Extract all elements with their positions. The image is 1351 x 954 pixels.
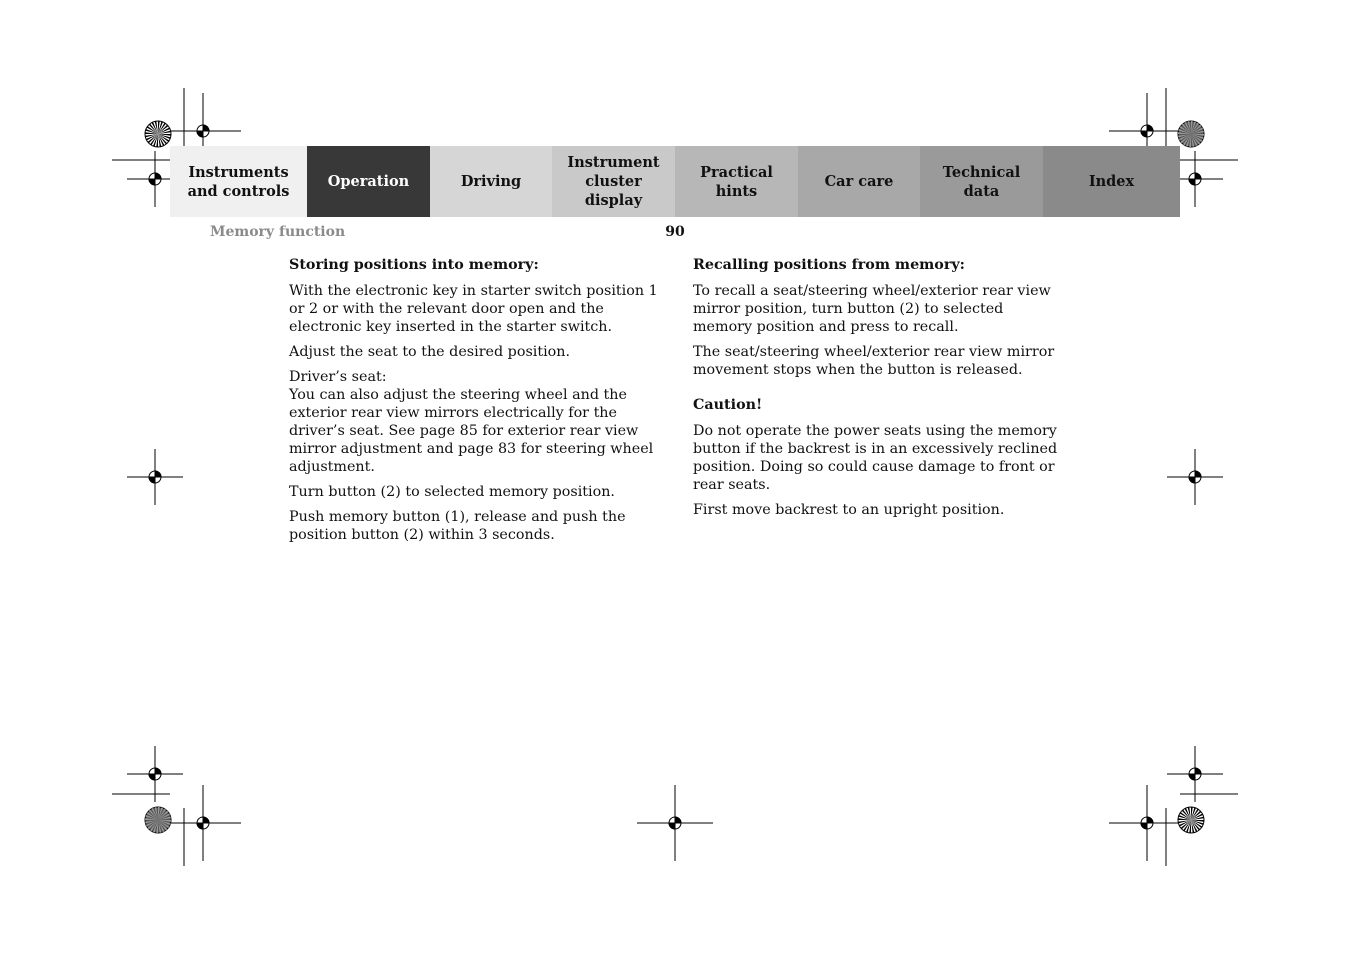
- tab-label: Driving: [460, 173, 522, 190]
- page-number: 90: [665, 224, 685, 240]
- crosshair-target-icon: [127, 449, 183, 505]
- recalling-heading: Recalling positions from memory:: [693, 257, 965, 273]
- star-target-icon: [1178, 807, 1204, 833]
- caution-heading: Caution!: [693, 397, 763, 413]
- paragraph: Driver’s seat: You can also adjust the steering wheel and the exterior rear view mirrors electrically for the driver’s seat. See page 85 for exterior rear view mirror adjustment and page 83 for steering wheel adjustment.: [289, 369, 654, 475]
- tab-1[interactable]: [307, 146, 430, 217]
- tab-label: Technical data: [942, 163, 1021, 200]
- tab-label: Instrument cluster display: [567, 154, 660, 209]
- star-target-icon: [145, 121, 171, 147]
- paragraph: Do not operate the power seats using the memory button if the backrest is in an excessively reclined position. Doing so could cause damage to front or rear seats.: [693, 423, 1058, 493]
- tab-5[interactable]: [798, 146, 920, 217]
- star-target-icon: [1178, 121, 1204, 147]
- crosshair-target-icon: [1109, 785, 1185, 861]
- crosshair-target-icon: [165, 785, 241, 861]
- paragraph: Push memory button (1), release and push the position button (2) within 3 seconds.: [289, 509, 626, 543]
- paragraph: With the electronic key in starter switch position 1 or 2 or with the relevant door open and the electronic key inserted in the starter switch.: [289, 283, 658, 335]
- tab-label: Index: [1088, 173, 1135, 190]
- section-title: Memory function: [210, 224, 346, 240]
- tab-0[interactable]: [170, 146, 307, 217]
- paragraph: Turn button (2) to selected memory position.: [289, 484, 615, 500]
- paragraph: First move backrest to an upright position.: [693, 502, 1005, 518]
- tab-7[interactable]: [1043, 146, 1180, 217]
- tab-2[interactable]: [430, 146, 552, 217]
- crosshair-target-icon: [637, 785, 713, 861]
- right-column: [693, 256, 1063, 526]
- paragraph: Adjust the seat to the desired position.: [289, 344, 571, 360]
- tab-label: Operation: [327, 173, 410, 190]
- crosshair-target-icon: [1167, 449, 1223, 505]
- tab-6[interactable]: [920, 146, 1043, 217]
- storing-heading: Storing positions into memory:: [289, 257, 539, 273]
- tab-label: Instruments and controls: [187, 163, 290, 200]
- left-column: [289, 256, 659, 551]
- chapter-tab-bar: [170, 146, 1180, 217]
- tab-label: Practical hints: [700, 163, 773, 200]
- tab-3[interactable]: [552, 146, 675, 217]
- paragraph: The seat/steering wheel/exterior rear view mirror movement stops when the button is released.: [693, 344, 1055, 378]
- tab-4[interactable]: [675, 146, 798, 217]
- tab-label: Car care: [824, 173, 894, 190]
- star-target-icon: [145, 807, 171, 833]
- paragraph: To recall a seat/steering wheel/exterior rear view mirror position, turn button (2) to selected memory position and press to recall.: [693, 283, 1051, 335]
